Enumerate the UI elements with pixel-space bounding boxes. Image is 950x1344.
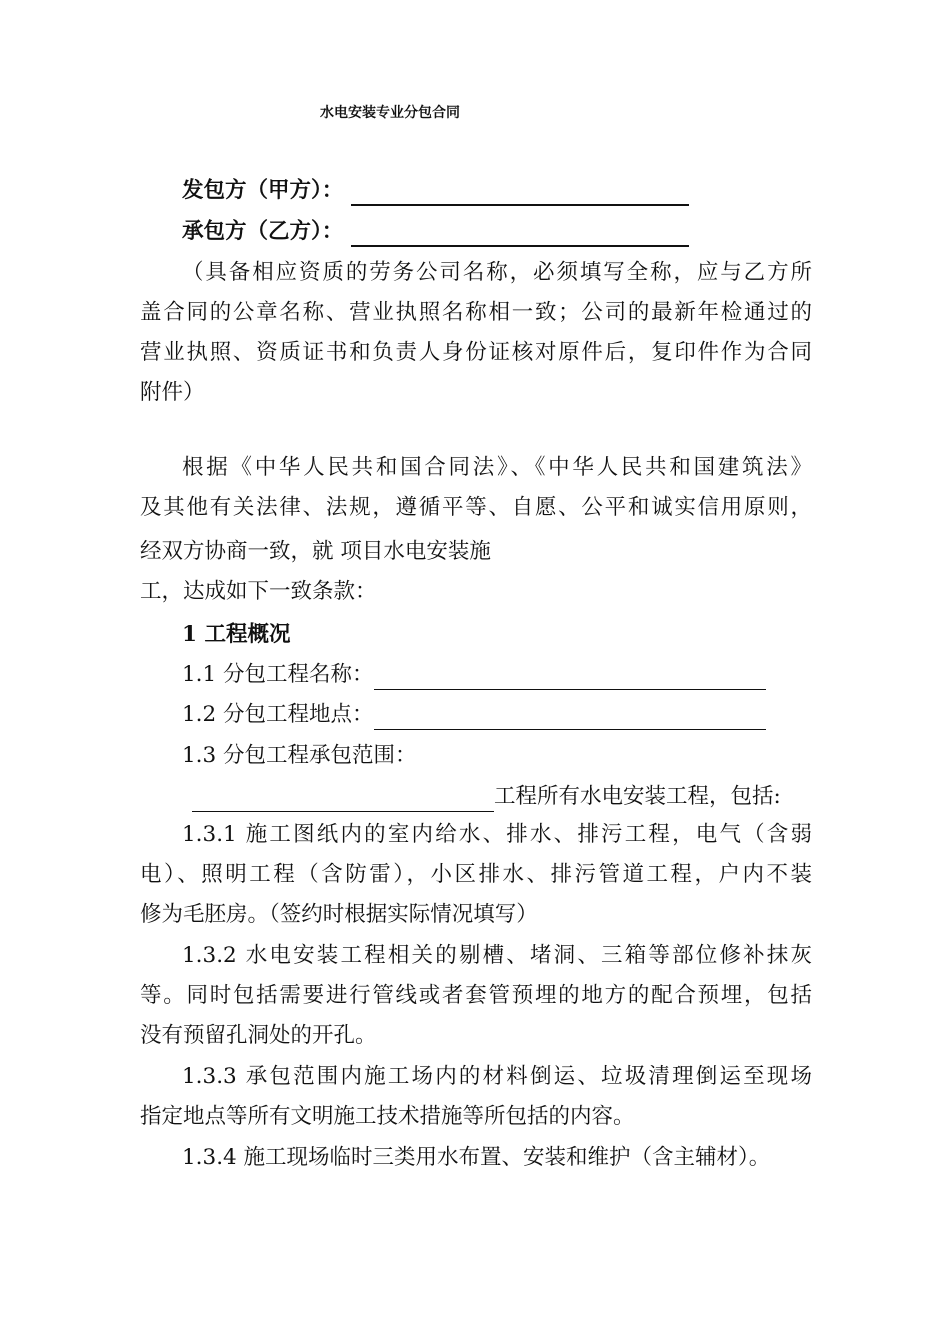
item-1-3-1-line-3: 修为毛胚房。（签约时根据实际情况填写） bbox=[140, 902, 538, 927]
party-b-label: 承包方（乙方）： bbox=[182, 219, 344, 244]
project-name-blank[interactable] bbox=[374, 667, 766, 690]
party-b-blank[interactable] bbox=[351, 221, 689, 247]
item-1-2-line bbox=[182, 700, 766, 730]
intro-line-4: 工，达成如下一致条款： bbox=[140, 579, 377, 604]
intro-line-2: 及其他有关法律、法规，遵循平等、自愿、公平和诚实信用原则， bbox=[140, 495, 812, 520]
intro-line-1: 根据《中华人民共和国合同法》、《中华人民共和国建筑法》 bbox=[182, 455, 812, 480]
intro-line-3: 经双方协商一致，就 项目水电安装施 bbox=[140, 539, 491, 564]
note-line-1: （具备相应资质的劳务公司名称，必须填写全称，应与乙方所 bbox=[182, 260, 812, 285]
item-1-3-4: 1.3.4 施工现场临时三类用水布置、安装和维护（含主辅材）。 bbox=[182, 1145, 771, 1170]
item-1-3-2-line-1: 1.3.2 水电安装工程相关的剔槽、堵洞、三箱等部位修补抹灰 bbox=[182, 943, 812, 968]
item-1-1-label: 1.1 分包工程名称： bbox=[182, 662, 374, 687]
note-line-2: 盖合同的公章名称、营业执照名称相一致；公司的最新年检通过的 bbox=[140, 300, 812, 325]
party-a-blank[interactable] bbox=[351, 180, 689, 206]
item-1-2-label: 1.2 分包工程地点： bbox=[182, 702, 374, 727]
item-1-3-2-line-3: 没有预留孔洞处的开孔。 bbox=[140, 1023, 377, 1048]
item-1-3-2-line-2: 等。同时包括需要进行管线或者套管预埋的地方的配合预埋，包括 bbox=[140, 983, 812, 1008]
note-line-4: 附件） bbox=[140, 380, 205, 405]
party-a-line bbox=[182, 176, 689, 206]
item-1-3-1-line-1: 1.3.1 施工图纸内的室内给水、排水、排污工程，电气（含弱 bbox=[182, 822, 812, 847]
party-a-label: 发包方（甲方）： bbox=[182, 178, 344, 203]
scope-line bbox=[192, 782, 781, 812]
item-1-3-3-line-1: 1.3.3 承包范围内施工场内的材料倒运、垃圾清理倒运至现场 bbox=[182, 1064, 812, 1089]
item-1-1-line bbox=[182, 660, 766, 690]
item-1-3-1-line-2: 电）、照明工程（含防雷），小区排水、排污管道工程，户内不装 bbox=[140, 862, 812, 887]
document-title: 水电安装专业分包合同 bbox=[320, 105, 460, 121]
party-b-line bbox=[182, 217, 689, 247]
item-1-3-3-line-2: 指定地点等所有文明施工技术措施等所包括的内容。 bbox=[140, 1104, 635, 1129]
item-1-3-label: 1.3 分包工程承包范围： bbox=[182, 743, 417, 768]
note-line-3: 营业执照、资质证书和负责人身份证核对原件后，复印件作为合同 bbox=[140, 340, 812, 365]
scope-suffix: 工程所有水电安装工程，包括: bbox=[494, 784, 781, 809]
section-1-heading: 1 工程概况 bbox=[182, 622, 291, 647]
project-location-blank[interactable] bbox=[374, 707, 766, 730]
scope-project-blank[interactable] bbox=[192, 789, 494, 812]
